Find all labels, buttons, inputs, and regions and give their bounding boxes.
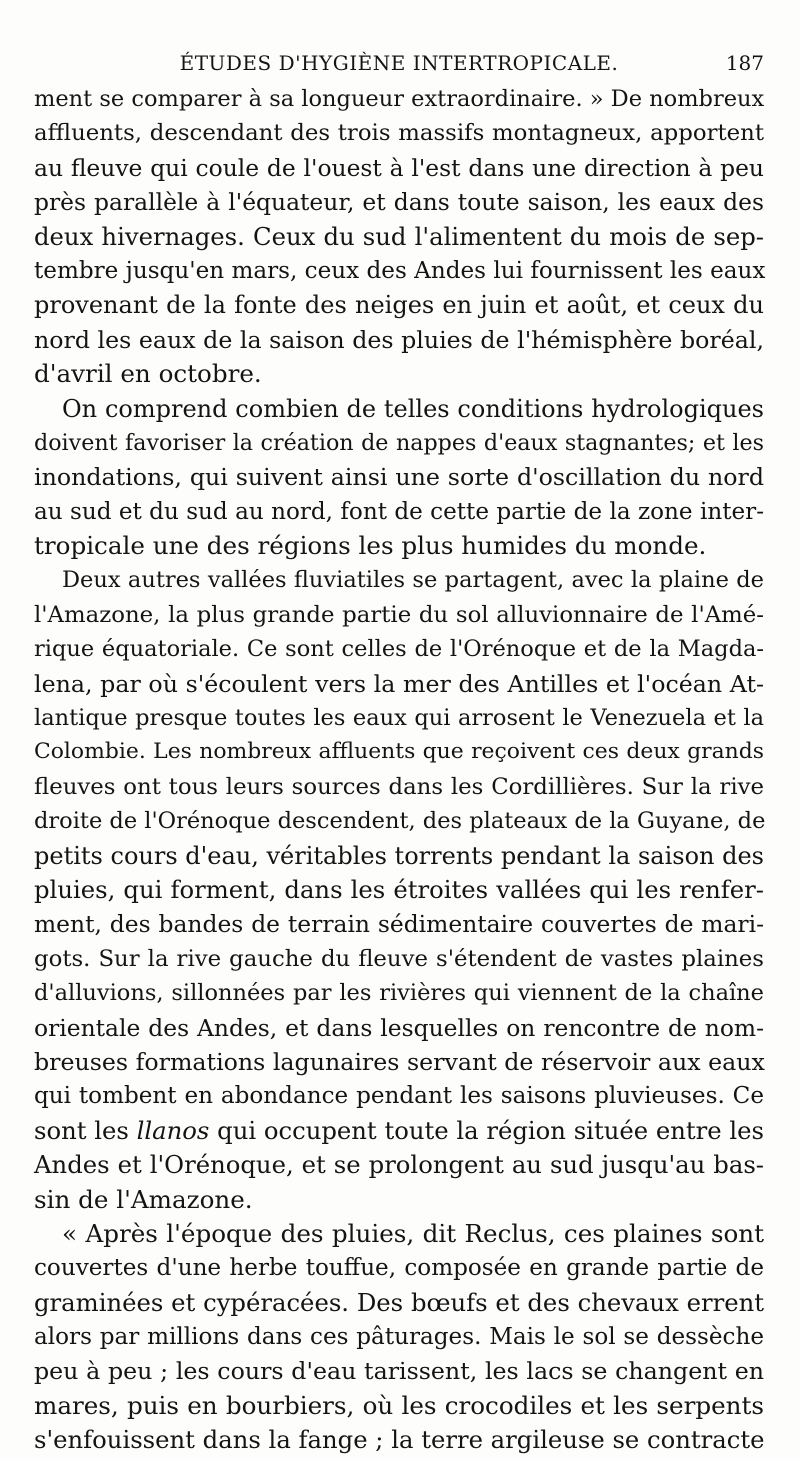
text-line: provenant de la fonte des neiges en juin et août, et ceux du: [34, 291, 764, 320]
text-line: rique équatoriale. Ce sont celles de l'Orénoque et de la Magda-: [34, 636, 764, 663]
text-line: l'Amazone, la plus grande partie du sol alluvionnaire de l'Amé-: [34, 601, 764, 628]
italic-term: llanos: [136, 1115, 210, 1145]
text-line: doivent favoriser la création de nappes d'eaux stagnantes; et les: [34, 429, 764, 456]
text-line: alors par millions dans ces pâturages. Mais le sol se dessèche: [34, 1324, 764, 1351]
page-number: 187: [725, 51, 764, 75]
text-line: « Après l'époque des pluies, dit Reclus, ces plaines sont: [62, 1218, 764, 1248]
text-line: nord les eaux de la saison des pluies de l'hémisphère boréal,: [34, 325, 764, 354]
text-line: au sud et du sud au nord, font de cette partie de la zone inter-: [34, 498, 764, 525]
text-line: gots. Sur la rive gauche du fleuve s'étendent de vastes plaines: [34, 945, 764, 972]
text-line: pluies, qui forment, dans les étroites vallées qui les renfer-: [34, 874, 764, 904]
body-text: [34, 82, 764, 1458]
text-line: d'alluvions, sillonnées par les rivières qui viennent de la chaîne: [34, 980, 764, 1007]
running-head: [34, 48, 764, 78]
running-title: ÉTUDES D'HYGIÈNE INTERTROPICALE.: [179, 51, 619, 75]
text-line: lena, par où s'écoulent vers la mer des Antilles et l'océan At-: [34, 669, 764, 698]
text-line: tropicale une des régions les plus humides du monde.: [34, 531, 707, 561]
text-line: petits cours d'eau, véritables torrents pendant la saison des: [34, 841, 764, 870]
text-line: tembre jusqu'en mars, ceux des Andes lui fournissent les eaux: [34, 257, 766, 284]
text-line: droite de l'Orénoque descendent, des plateaux de la Guyane, de: [34, 808, 766, 835]
text-line: peu à peu ; les cours d'eau tarissent, les lacs se changent en: [34, 1357, 764, 1386]
text-segment: qui occupent toute la région située entre les: [209, 1115, 764, 1145]
text-segment: sont les: [34, 1115, 137, 1145]
text-line: mares, puis en bourbiers, où les crocodiles et les serpents: [34, 1390, 764, 1420]
text-line: fleuves ont tous leurs sources dans les Cordillières. Sur la rive: [34, 773, 764, 800]
text-line: sin de l'Amazone.: [34, 1184, 253, 1214]
text-line: près parallèle à l'équateur, et dans toute saison, les eaux des: [34, 188, 764, 217]
text-line: s'enfouissent dans la fange ; la terre argileuse se contracte: [34, 1425, 765, 1455]
text-line: qui tombent en abondance pendant les saisons pluvieuses. Ce: [34, 1083, 764, 1110]
text-line: d'avril en octobre.: [34, 359, 262, 389]
text-line: au fleuve qui coule de l'ouest à l'est dans une direction à peu: [34, 153, 764, 182]
text-line: Andes et l'Orénoque, et se prolongent au sud jusqu'au bas-: [34, 1150, 764, 1180]
text-line: On comprend combien de telles conditions hydrologiques: [62, 394, 764, 423]
text-line: Colombie. Les nombreux affluents que reçoivent ces deux grands: [34, 739, 764, 765]
text-line: graminées et cypéracées. Des bœufs et des chevaux errent: [34, 1287, 764, 1317]
text-line: couvertes d'une herbe touffue, composée en grande partie de: [34, 1255, 764, 1282]
text-line: lantique presque toutes les eaux qui arrosent le Venezuela et la: [34, 705, 764, 732]
text-line: [34, 1114, 764, 1148]
text-line: ment se comparer à sa longueur extraordinaire. » De nombreux: [34, 86, 765, 112]
text-line: affluents, descendant des trois massifs montagneux, apportent: [34, 120, 764, 147]
text-line: ment, des bandes de terrain sédimentaire couvertes de mari-: [34, 910, 764, 939]
text-line: orientale des Andes, et dans lesquelles on rencontre de nom-: [34, 1013, 764, 1042]
text-line: Deux autres vallées fluviatiles se partagent, avec la plaine de: [62, 567, 764, 594]
text-line: deux hivernages. Ceux du sud l'alimentent du mois de sep-: [34, 221, 764, 251]
text-line: inondations, qui suivent ainsi une sorte d'oscillation du nord: [34, 463, 764, 492]
text-line: breuses formations lagunaires servant de réservoir aux eaux: [34, 1047, 765, 1076]
